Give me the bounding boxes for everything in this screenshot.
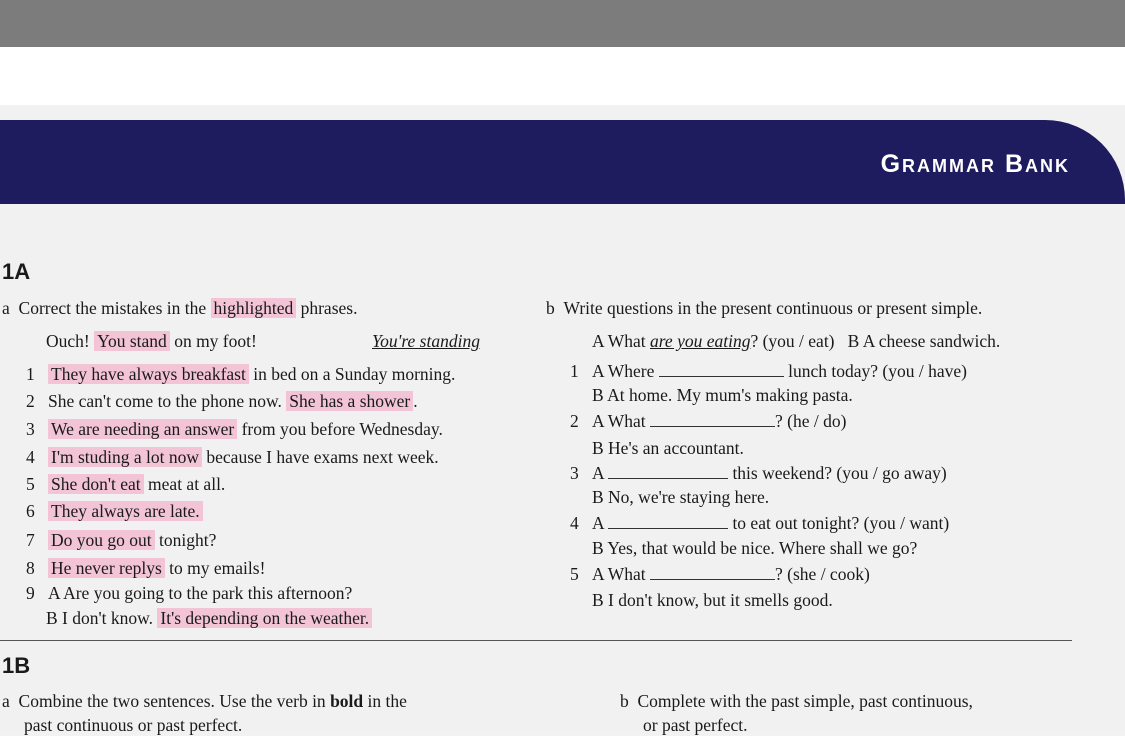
instruction-1a-a bbox=[2, 297, 357, 319]
list-item bbox=[26, 390, 418, 412]
instruction-text: Write questions in the present continuous or present simple. bbox=[563, 298, 983, 318]
item-a-post: lunch today? (you / have) bbox=[788, 361, 967, 381]
list-item bbox=[26, 557, 265, 579]
part-letter: a bbox=[2, 691, 10, 711]
item-highlight: She don't eat bbox=[48, 474, 144, 494]
page-title: Grammar Bank bbox=[880, 150, 1070, 178]
instruction-1b-b-line2: or past perfect. bbox=[643, 715, 748, 735]
item9-line-a: A Are you going to the park this afternoon? bbox=[48, 583, 353, 603]
item9-b-highlight: It's depending on the weather. bbox=[157, 608, 372, 628]
item-number: 1 bbox=[570, 361, 579, 381]
list-item bbox=[26, 582, 352, 604]
instruction-1b-a-line2: past continuous or past perfect. bbox=[24, 715, 243, 735]
item9-b-pre: B I don't know. bbox=[46, 608, 154, 628]
item-a-pre: A What bbox=[592, 564, 646, 584]
item-b-line: B I don't know, but it smells good. bbox=[592, 590, 833, 610]
answer-blank[interactable] bbox=[650, 565, 775, 580]
list-item bbox=[570, 462, 947, 484]
instruction-text: Complete with the past simple, past continuous, bbox=[637, 691, 973, 711]
item-highlight: He never replys bbox=[48, 558, 165, 578]
item-number: 9 bbox=[26, 583, 35, 603]
item-number: 1 bbox=[26, 364, 35, 384]
item-b-line: B He's an accountant. bbox=[592, 438, 744, 458]
example-a-pre: A What bbox=[592, 331, 646, 351]
example-a-post: ? (you / eat) bbox=[750, 331, 835, 351]
instruction-pre: Combine the two sentences. Use the verb in bbox=[18, 691, 326, 711]
item-highlight: They always are late. bbox=[48, 501, 203, 521]
example-post: on my foot! bbox=[174, 331, 257, 351]
example-highlight: You stand bbox=[94, 331, 170, 351]
item-number: 4 bbox=[570, 513, 579, 533]
page-margin bbox=[0, 47, 1125, 105]
item-post: from you before Wednesday. bbox=[241, 419, 443, 439]
example-answer: You're standing bbox=[372, 331, 480, 351]
item-b-line: B At home. My mum's making pasta. bbox=[592, 385, 853, 405]
item-post: to my emails! bbox=[169, 558, 266, 578]
item-number: 2 bbox=[570, 411, 579, 431]
item-number: 5 bbox=[570, 564, 579, 584]
item-post: in bed on a Sunday morning. bbox=[253, 364, 456, 384]
example-1a-a bbox=[46, 330, 257, 352]
instruction-post: phrases. bbox=[300, 298, 358, 318]
part-letter: b bbox=[546, 298, 555, 318]
answer-blank[interactable] bbox=[659, 362, 784, 377]
item-pre: She can't come to the phone now. bbox=[48, 391, 282, 411]
item-a-post: this weekend? (you / go away) bbox=[732, 463, 947, 483]
item-a-pre: A Where bbox=[592, 361, 655, 381]
item-a-post: ? (he / do) bbox=[775, 411, 847, 431]
item-post: tonight? bbox=[159, 530, 217, 550]
item-a-pre: A bbox=[592, 513, 604, 533]
item-post: . bbox=[413, 391, 418, 411]
list-item bbox=[570, 360, 967, 382]
part-letter: a bbox=[2, 298, 10, 318]
item-a-post: ? (she / cook) bbox=[775, 564, 870, 584]
answer-blank[interactable] bbox=[608, 514, 728, 529]
example-pre: Ouch! bbox=[46, 331, 90, 351]
section-label-1a: 1A bbox=[2, 259, 31, 284]
section-divider bbox=[0, 640, 1072, 641]
item-post: because I have exams next week. bbox=[206, 447, 439, 467]
item-highlight: She has a shower bbox=[286, 391, 413, 411]
item-highlight: They have always breakfast bbox=[48, 364, 249, 384]
list-item bbox=[26, 446, 439, 468]
item-number: 4 bbox=[26, 447, 35, 467]
item9-line-b bbox=[46, 607, 372, 629]
item-number: 7 bbox=[26, 530, 35, 550]
list-item bbox=[26, 473, 225, 495]
list-item bbox=[570, 410, 846, 432]
item-number: 3 bbox=[26, 419, 35, 439]
top-gray-bar bbox=[0, 0, 1125, 47]
answer-blank[interactable] bbox=[650, 412, 775, 427]
example-1a-b bbox=[592, 330, 1000, 352]
item-number: 6 bbox=[26, 501, 35, 521]
item-number: 8 bbox=[26, 558, 35, 578]
list-item bbox=[570, 563, 870, 585]
instruction-1b-a bbox=[2, 690, 407, 712]
list-item bbox=[26, 363, 455, 385]
instruction-post: in the bbox=[367, 691, 407, 711]
item-a-pre: A What bbox=[592, 411, 646, 431]
instruction-bold: bold bbox=[330, 691, 364, 711]
section-label-1b: 1B bbox=[2, 653, 31, 678]
item-highlight: We are needing an answer bbox=[48, 419, 237, 439]
list-item bbox=[26, 418, 443, 440]
example-answer-b: are you eating bbox=[650, 331, 751, 351]
item-number: 2 bbox=[26, 391, 35, 411]
item-highlight: Do you go out bbox=[48, 530, 155, 550]
item-a-pre: A bbox=[592, 463, 604, 483]
answer-blank[interactable] bbox=[608, 464, 728, 479]
item-a-post: to eat out tonight? (you / want) bbox=[732, 513, 950, 533]
example-b: B A cheese sandwich. bbox=[847, 331, 1001, 351]
list-item bbox=[570, 512, 949, 534]
item-b-line: B No, we're staying here. bbox=[592, 487, 770, 507]
instruction-1b-b bbox=[620, 690, 973, 712]
item-number: 5 bbox=[26, 474, 35, 494]
part-letter: b bbox=[620, 691, 629, 711]
instruction-pre: Correct the mistakes in the bbox=[18, 298, 207, 318]
highlight-sample: highlighted bbox=[211, 298, 297, 318]
item-number: 3 bbox=[570, 463, 579, 483]
instruction-1a-b bbox=[546, 297, 982, 319]
list-item bbox=[26, 500, 203, 522]
item-post: meat at all. bbox=[148, 474, 226, 494]
item-highlight: I'm studing a lot now bbox=[48, 447, 202, 467]
list-item bbox=[26, 529, 216, 551]
item-b-line: B Yes, that would be nice. Where shall we go? bbox=[592, 538, 918, 558]
